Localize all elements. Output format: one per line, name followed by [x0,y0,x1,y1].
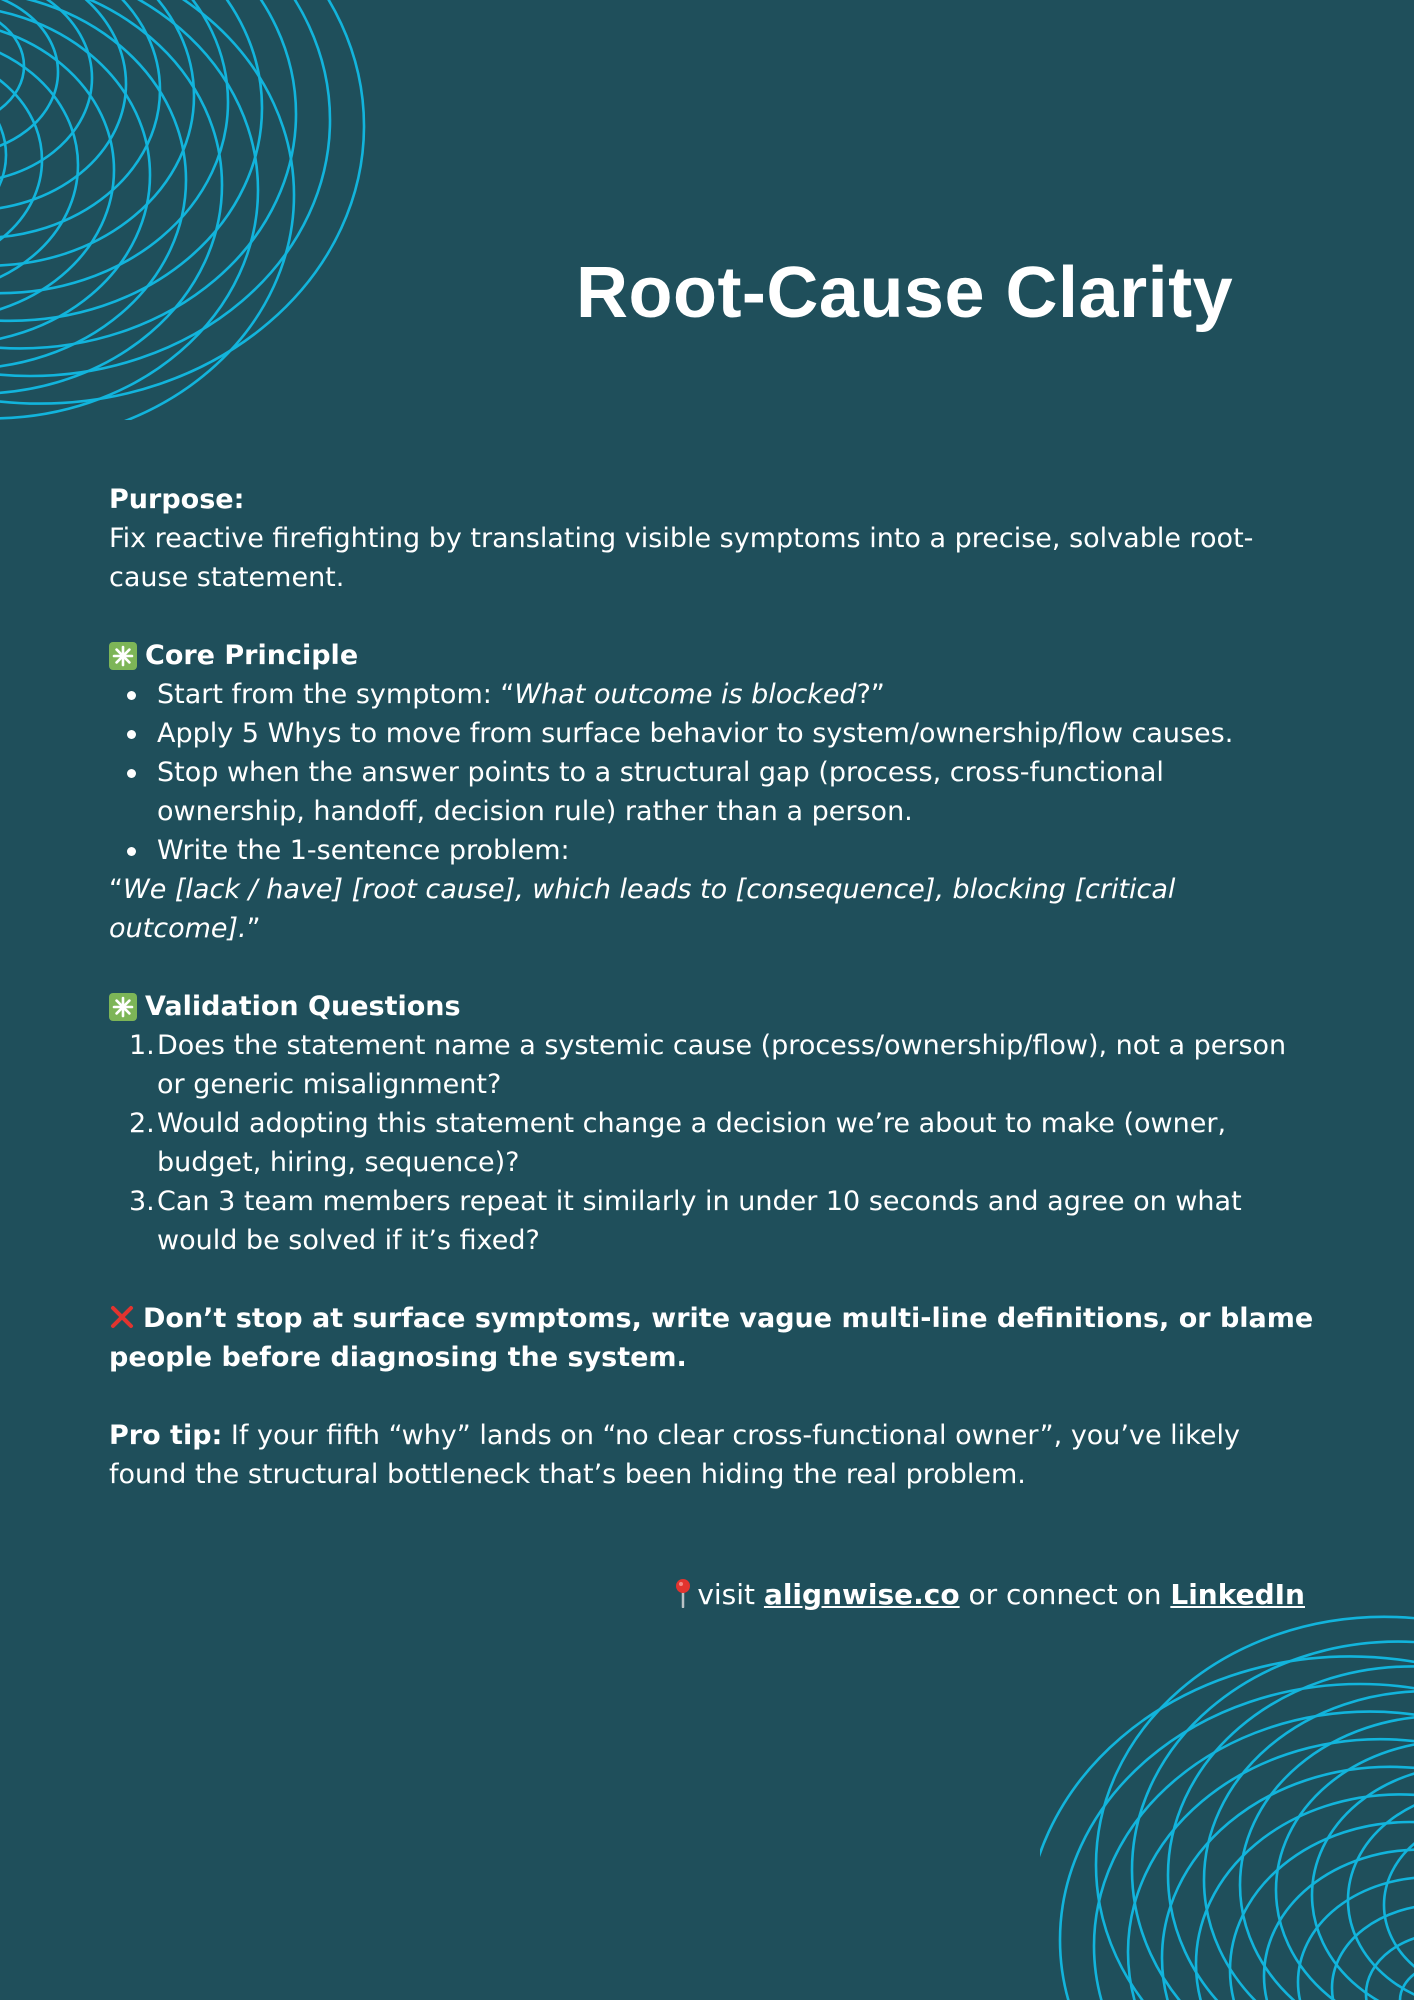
purpose-text: Fix reactive firefighting by translating visible symptoms into a precise, solvable root-cause statement. [109,523,1254,593]
decorative-arc [1204,1691,1414,2000]
list-item [109,1026,1319,1104]
list-item [109,1182,1319,1260]
validation-list [109,1026,1319,1260]
sparkle-icon [109,993,137,1021]
question-text: Would adopting this statement change a decision we’re about to make (owner, budget, hiring, sequence)? [157,1108,1227,1178]
question-text: Does the statement name a systemic cause (process/ownership/flow), not a person or generic misalignment? [157,1030,1287,1100]
decorative-arc [0,65,6,245]
decorative-arc [0,0,228,293]
validation-title: Validation Questions [145,991,461,1022]
sparkle-icon [109,642,137,670]
footer-middle: or connect on [959,1578,1171,1611]
list-item: Stop when the answer points to a structural gap (process, cross-functional ownership, handoff, decision rule) rather than a person. [109,753,1319,831]
decorative-arc [1096,1617,1414,2000]
core-principle-heading [109,636,1319,675]
decorative-arc [0,0,58,155]
core-principle-list [109,675,1319,870]
purpose-label: Purpose: [109,484,245,515]
question-number: 2. [129,1108,155,1139]
decorative-arc [1196,1794,1414,2000]
cross-mark-icon [109,1302,135,1328]
template-italic: We [lack / have] [root cause], which leads to [consequence], blocking [critical outcome]. [109,874,1176,944]
main-content [109,480,1319,1494]
decorative-arc [1312,1766,1414,2000]
footer-cta [673,1575,1305,1619]
pro-tip-label: Pro tip: [109,1420,223,1451]
decorative-arcs-bottom-right [1040,1610,1414,2000]
pin-icon [673,1578,693,1619]
warning-note [109,1299,1319,1377]
list-item: Apply 5 Whys to move from surface behavior to system/ownership/flow causes. [109,714,1319,753]
pro-tip-text: If your fifth “why” lands on “no clear cross-functional owner”, you’ve likely found the structural bottleneck that’s been hiding the real problem. [109,1420,1240,1490]
template-open-quote: “ [109,874,123,905]
pro-tip [109,1416,1319,1494]
question-text: Can 3 team members repeat it similarly in under 10 seconds and agree on what would be solved if it’s fixed? [157,1186,1242,1256]
bullet-1-prefix: Start from the symptom: “ [157,679,515,710]
template-close-quote: ” [246,913,261,944]
core-principle-title: Core Principle [145,640,359,671]
decorative-arc [0,36,78,295]
question-number: 3. [129,1186,155,1217]
decorative-arc [1060,1684,1414,2000]
decorative-arc [0,0,194,266]
site-link[interactable]: alignwise.co [763,1578,960,1611]
problem-template [109,870,1319,948]
question-number: 1. [129,1030,155,1061]
warning-text: Don’t stop at surface symptoms, write vague multi-line definitions, or blame people before diagnosing the system. [109,1303,1314,1373]
validation-heading [109,987,1319,1026]
footer-prefix: visit [697,1578,764,1611]
decorative-arc [0,0,364,404]
bullet-1-suffix: ?” [856,679,885,710]
list-item [109,1104,1319,1182]
linkedin-link[interactable]: LinkedIn [1170,1578,1305,1611]
bullet-1-italic: What outcome is blocked [514,679,857,710]
list-item: Write the 1-sentence problem: [109,831,1319,870]
decorative-arcs-top-left [0,0,370,420]
decorative-arc [1384,1815,1414,1995]
decorative-arc [0,0,126,210]
list-item [109,675,1319,714]
page-title: Root-Cause Clarity [576,253,1234,333]
